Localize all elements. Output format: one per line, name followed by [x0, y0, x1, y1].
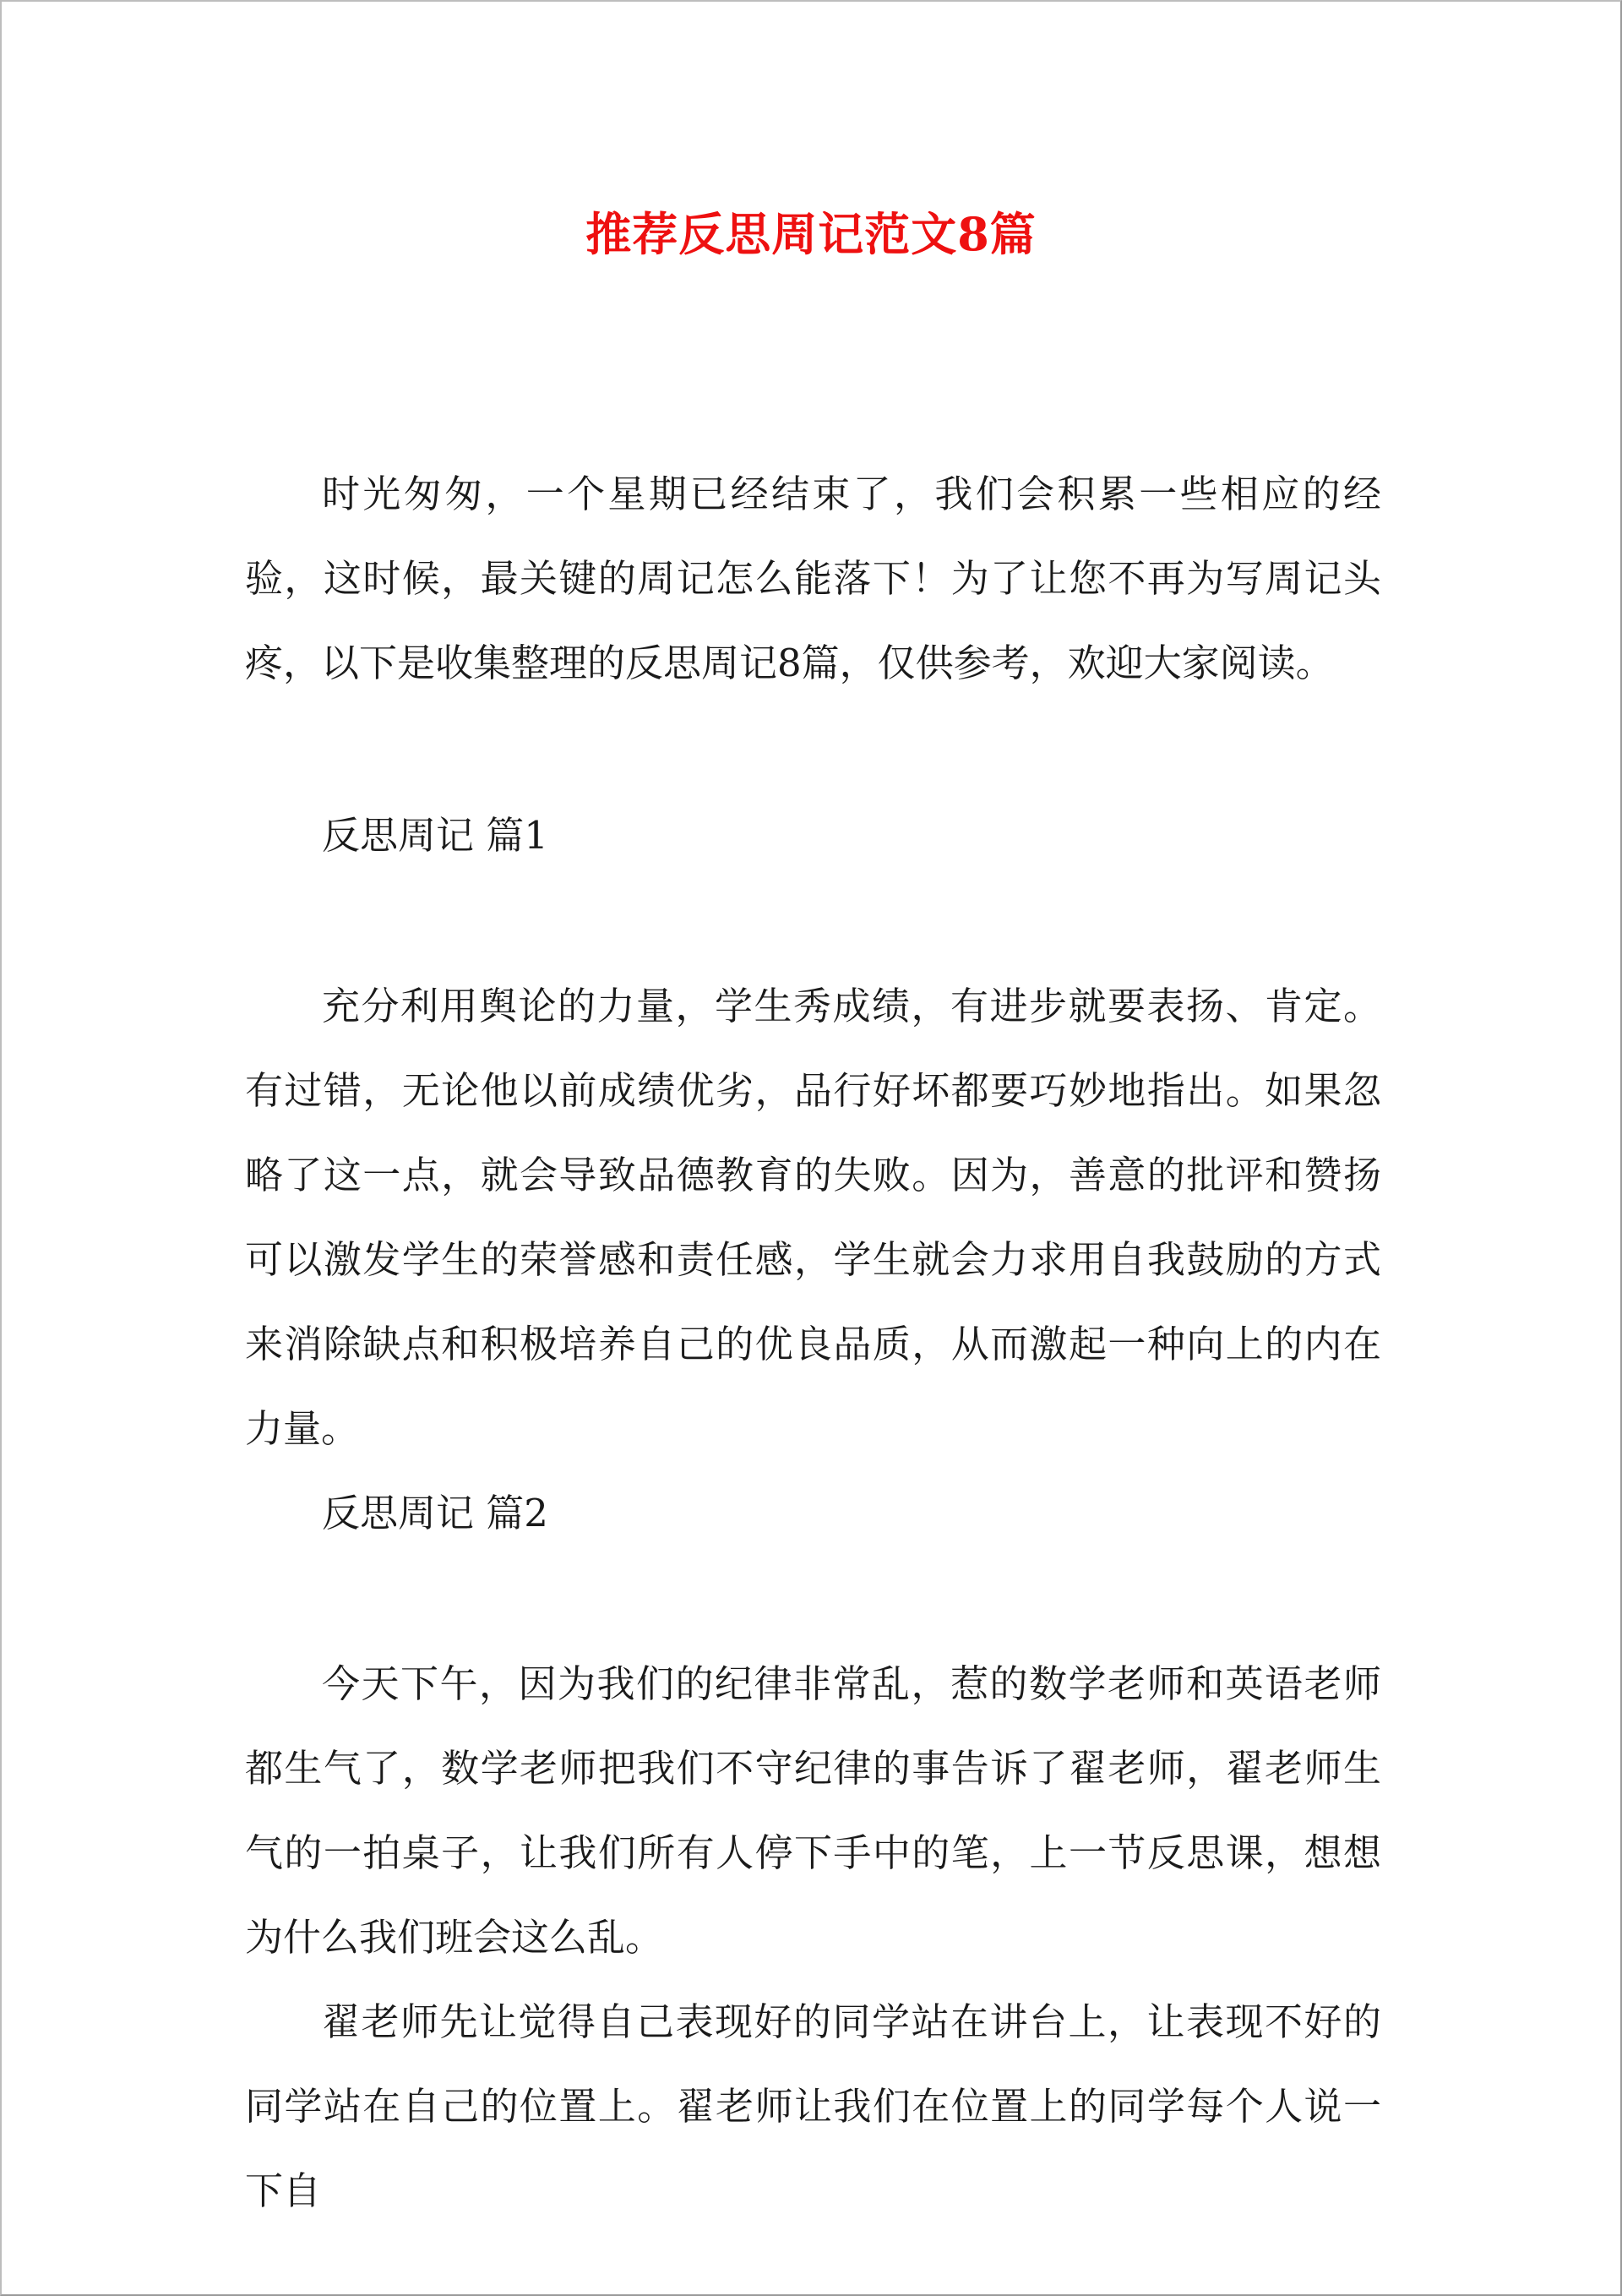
spacer: [245, 706, 1381, 794]
section-heading-1: 反思周记 篇1: [322, 813, 548, 858]
section-heading-2: 反思周记 篇2: [322, 1491, 548, 1535]
intro-paragraph: 时光匆匆，一个星期已经结束了，我们会积累一些相应的经验，这时候，最关键的周记怎么能落下！为了让您不再为写周记头疼，以下是收集整理的反思周记8篇，仅供参考，欢迎大家阅读。: [245, 472, 1381, 685]
section-2-paragraph-1: 今天下午，因为我们的纪律非常乱，惹的数学老师和英语老师都生气了，数学老师把我们不守纪律的事告诉了翟老师，翟老师生气的一拍桌子，让我们所有人停下手中的笔，上一节反思课，想想为什么我们班会这么乱。: [245, 1661, 1381, 1960]
spacer: [245, 878, 1381, 964]
spacer: [245, 1556, 1381, 1642]
document-body: [245, 452, 1381, 2233]
document-title: 推荐反思周记范文8篇: [585, 207, 1037, 261]
section-1-paragraph-1: 充分利用舆论的力量，学生秀成绩，有进步就要表扬、肯定。有过错，无论他以前成绩优劣，品行好坏都要巧妙地指出。如果忽略了这一点，就会导致品德教育的失败。因为，善意的批评和赞扬可以激发学生的荣誉感和责任感，学生就会力求用自我鼓励的方式来消除缺点和积极培养自己的优良品质，从而激起一种向上的内在力量。: [245, 984, 1381, 1451]
section-2-paragraph-2: 翟老师先让觉得自己表现好的同学站在讲台上，让表现不好的同学站在自己的位置上。翟老师让我们在位置上的同学每个人说一下自: [245, 1999, 1381, 2213]
